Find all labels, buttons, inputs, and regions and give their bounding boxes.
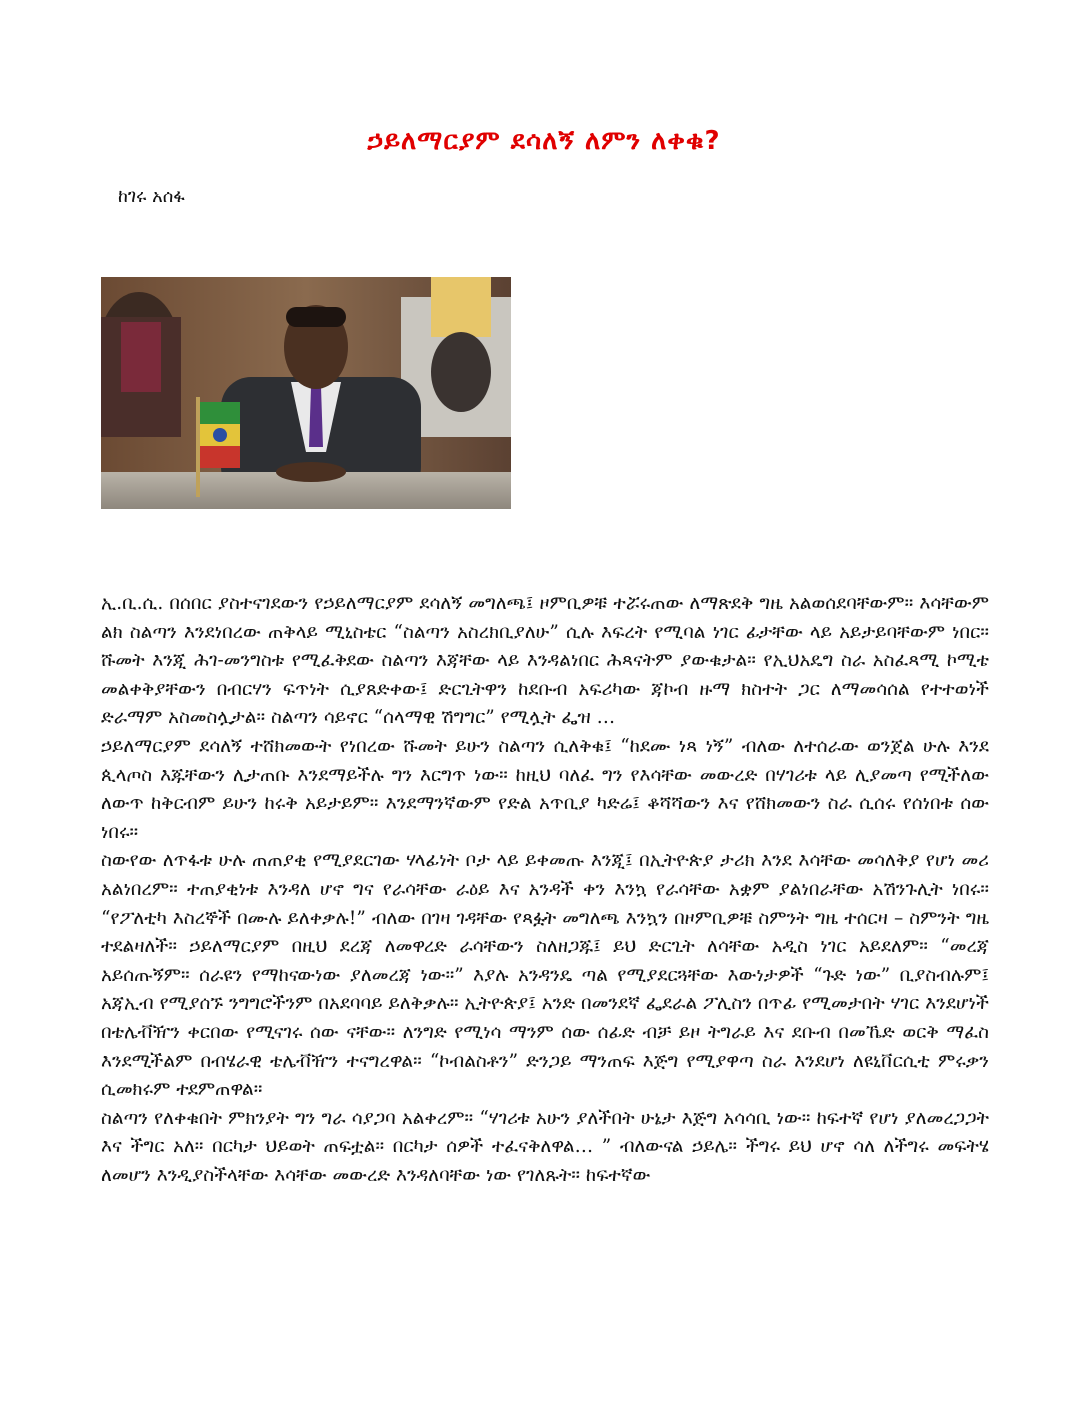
article-paragraph: ስውየው ለጥፋቱ ሁሉ ጠጠያቂ የሚያደርገው ሃላፊነት ቦታ ላይ ይቀመጡ እንጂ፤ በኢትዮጵያ ታሪክ እንደ እሳቸው መሳለቅያ የሆነ መሪ አልነበረም። ተጠያቂነቱ እንዳለ ሆኖ ግና የራሳቸው ራዕይ እና አንዳች ቀን እንኳ የራሳቸው አቋም ያልነበራቸው አሽንጉሊት ነበሩ። “የፖለቲካ እስረኞች በሙሉ ይለቀቃሉ!” ብለው በገዛ ገዳቸው የጻፏት መግለጫ እንኳን በዞምቢዎቹ ስምንት ግዜ ተሰርዛ – ስምንት ግዜ ተደልዛለች። ኃይለማርያም በዚህ ደረጃ ለመዋረድ ራሳቸውን ስለዘጋጁ፤ ይህ ድርጊት ለሳቸው አዲስ ነገር አይደለም። “መረጃ አይሰጡኝም። ሰራዩን የማከናውነው ያለመረጃ ነው።” እያሉ አንዳንዴ ጣል የሚያደርጓቸው እውነታዎች “ጉድ ነው” ቢያስብሉም፤ አጃኢብ የሚያሰኙ ንግግሮችንም በአደባባይ ይለቅቃሉ። ኢትዮጵያ፤ አንድ በመንደኛ ፌደራል ፖሊስን በጥፊ የሚመታበት ሃገር እንደሆነች በቴሌቭዥን ቀርበው የሚናገሩ ሰው ናቸው። ለንግድ የሚነሳ ማንም ሰው ሰፊድ ብቻ ይዞ ትግራይ እና ደቡብ በመኼድ ወርቅ ማፈስ እንደሚችልም በብሄራዊ ቴሌቭዥን ተናግረዋል። “ኮብልስቶን” ድንጋይ ማንጠፍ እጅግ የሚያዋጣ ስራ እንደሆነ ለዩኒቨርሲቲ ምሩቃን ሲመክሩም ተደምጠዋል።	[101, 850, 989, 1101]
article-photo	[101, 277, 511, 509]
article-paragraph: ስልጣን የለቀቁበት ምክንያት ግን ግራ ሳያጋባ አልቀረም። “ሃገሪቱ አሁን ያለችበት ሁኔታ እጅግ አሳሳቢ ነው። ከፍተኛ የሆነ ያለመረጋጋት እና ችግር አለ። በርካታ ህይወት ጠፍቷል። በርካታ ሰዎች ተፈናቅለዋል… ” ብለውናል ኃይሌ። ችግሩ ይህ ሆኖ ሳለ ለችግሩ መፍትሄ ለመሆን እንዲያስችላቸው እሳቸው መውረድ እንዳለባቸው ነው የገለጹት። ከፍተኛው	[101, 1107, 989, 1186]
article-author: ከገሩ አሰፋ	[118, 186, 185, 207]
article-paragraph: ኃይለማርያም ደሳለኝ ተሸክመውት የነበረው ሹመት ይሁን ስልጣን ሲለቅቁ፤ “ከደሙ ነጻ ነኝ” ብለው ለተሰራው ወንጀል ሁሉ እንደ ጲላጦስ እጁቸውን ሊታጠቡ እንደማይችሉ ግን እርግጥ ነው። ከዚህ ባለፈ ግን የእሳቸው መውረድ በሃገሪቱ ላይ ሊያመጣ የሚችለው ለውጥ ከቅርብም ይሁን ከሩቅ አይታይም። እንደማንኛውም የድል አጥቢያ ካድሬ፤ ቆሻሻውን እና የሸክመውን ስራ ሲሰሩ የሰነበቱ ሰው ነበሩ።	[101, 735, 989, 843]
article-body	[101, 590, 989, 1190]
article-title: ኃይለማርያም ደሳለኝ ለምን ለቀቁ?	[367, 126, 721, 156]
prime-minister-photo-icon	[101, 277, 511, 509]
article-paragraph: ኢ.ቢ.ሲ. በሰበር ያስተናገደውን የኃይለማርያም ደሳለኝ መግለጫ፤ ዞምቢዎቹ ተሯሩጠው ለማጽደቅ ግዜ አልወሰደባቸውም። እሳቸውም ልክ ስልጣን እንደነበረው ጠቅላይ ሚኒስቴር “ስልጣን አስረክቢያለሁ” ሲሉ እፍረት የሚባል ነገር ፊታቸው ላይ አይታይባቸውም ነበር። ሹመት እንጂ ሕገ-መንግስቱ የሚፈቅደው ስልጣን እጃቸው ላይ እንዳልነበር ሕጻናትም ያውቁታል። የኢህአዴግ ስራ አስፈጻሚ ኮሚቴ መልቀቅያቸውን በብርሃን ፍጥነት ሲያጸድቀው፤ ድርጊትዋን ከደቡብ አፍሪካው ጃኮብ ዙማ ክስተት ጋር ለማመሳሰል የተተወነች ድራማም አስመስሏታል። ስልጣን ሳይኖር “ሰላማዊ ሽግግር” የሚሏት ፌዝ …	[101, 593, 989, 729]
